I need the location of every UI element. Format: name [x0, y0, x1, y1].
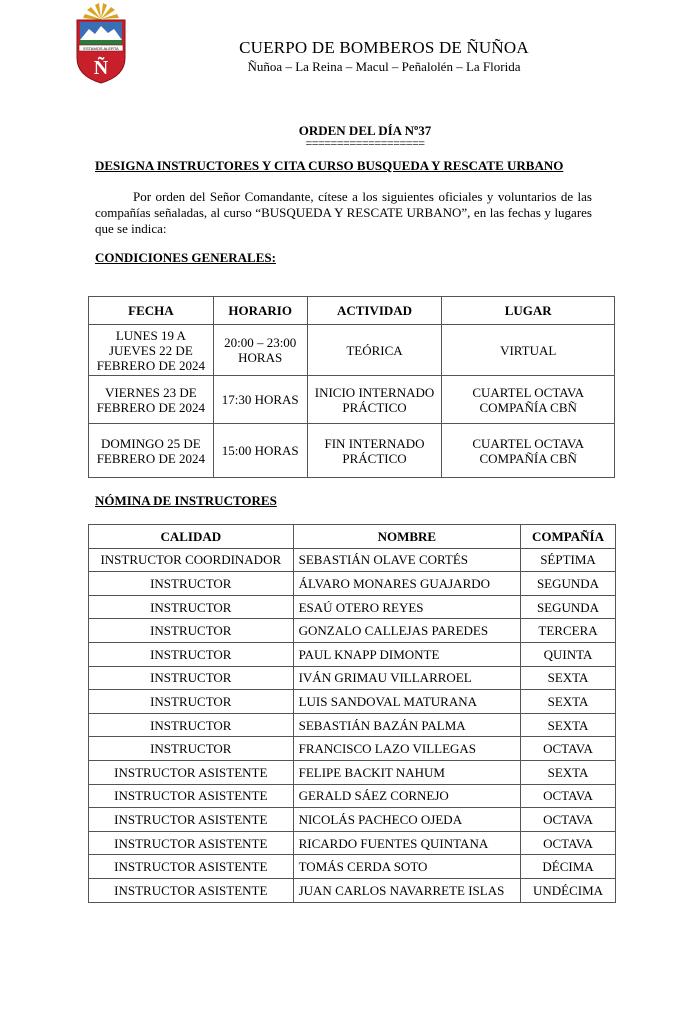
roster-row	[89, 548, 616, 572]
schedule-place: VIRTUAL	[442, 325, 615, 376]
roster-company: SEXTA	[521, 666, 616, 690]
roster-header-calidad: CALIDAD	[89, 525, 294, 549]
roster-name: NICOLÁS PACHECO OJEDA	[293, 808, 520, 832]
roster-role: INSTRUCTOR	[89, 595, 294, 619]
schedule-row	[89, 424, 615, 478]
schedule-place: CUARTEL OCTAVA COMPAÑÍA CBÑ	[442, 424, 615, 478]
roster-company: OCTAVA	[521, 831, 616, 855]
roster-company: SEGUNDA	[521, 572, 616, 596]
roster-name: FRANCISCO LAZO VILLEGAS	[293, 737, 520, 761]
roster-role: INSTRUCTOR	[89, 690, 294, 714]
order-title: ORDEN DEL DÍA Nº37	[298, 123, 432, 138]
roster-role: INSTRUCTOR ASISTENTE	[89, 784, 294, 808]
schedule-header-row	[89, 297, 615, 325]
logo-motto: ESTAMOS ALERTA	[83, 45, 119, 51]
roster-row	[89, 713, 616, 737]
roster-name: JUAN CARLOS NAVARRETE ISLAS	[293, 878, 520, 902]
roster-company: OCTAVA	[521, 784, 616, 808]
roster-row	[89, 808, 616, 832]
sun-rays-icon	[83, 3, 119, 20]
schedule-date: DOMINGO 25 DE FEBRERO DE 2024	[89, 424, 214, 478]
roster-name: SEBASTIÁN BAZÁN PALMA	[293, 713, 520, 737]
roster-row	[89, 642, 616, 666]
instructor-roster-table	[88, 524, 616, 903]
roster-row	[89, 878, 616, 902]
schedule-row	[89, 376, 615, 424]
roster-name: RICARDO FUENTES QUINTANA	[293, 831, 520, 855]
roster-role: INSTRUCTOR	[89, 619, 294, 643]
roster-name: TOMÁS CERDA SOTO	[293, 855, 520, 879]
roster-heading: NÓMINA DE INSTRUCTORES	[95, 493, 277, 508]
organization-communes: Ñuñoa – La Reina – Macul – Peñalolén – La Florida	[247, 59, 521, 74]
roster-name: PAUL KNAPP DIMONTE	[293, 642, 520, 666]
roster-role: INSTRUCTOR ASISTENTE	[89, 878, 294, 902]
roster-header-nombre: NOMBRE	[293, 525, 520, 549]
roster-company: SEXTA	[521, 713, 616, 737]
roster-role: INSTRUCTOR	[89, 572, 294, 596]
roster-company: QUINTA	[521, 642, 616, 666]
schedule-time: 17:30 HORAS	[213, 376, 307, 424]
roster-name: FELIPE BACKIT NAHUM	[293, 760, 520, 784]
roster-name: LUIS SANDOVAL MATURANA	[293, 690, 520, 714]
roster-role: INSTRUCTOR	[89, 666, 294, 690]
roster-row	[89, 760, 616, 784]
schedule-date: LUNES 19 A JUEVES 22 DE FEBRERO DE 2024	[89, 325, 214, 376]
roster-role: INSTRUCTOR ASISTENTE	[89, 855, 294, 879]
schedule-activity: TEÓRICA	[307, 325, 442, 376]
schedule-activity: FIN INTERNADO PRÁCTICO	[307, 424, 442, 478]
roster-company: TERCERA	[521, 619, 616, 643]
roster-row	[89, 619, 616, 643]
roster-body	[89, 548, 616, 902]
roster-row	[89, 572, 616, 596]
schedule-table	[88, 296, 615, 478]
schedule-header-actividad: ACTIVIDAD	[307, 297, 442, 325]
logo-letter: Ñ	[93, 57, 109, 79]
schedule-date: VIERNES 23 DE FEBRERO DE 2024	[89, 376, 214, 424]
roster-name: ÁLVARO MONARES GUAJARDO	[293, 572, 520, 596]
schedule-header-lugar: LUGAR	[442, 297, 615, 325]
roster-role: INSTRUCTOR ASISTENTE	[89, 760, 294, 784]
roster-name: ESAÚ OTERO REYES	[293, 595, 520, 619]
roster-row	[89, 666, 616, 690]
roster-company: SEGUNDA	[521, 595, 616, 619]
roster-row	[89, 784, 616, 808]
order-subject: DESIGNA INSTRUCTORES Y CITA CURSO BUSQUEDA Y RESCATE URBANO	[95, 158, 564, 173]
roster-company: UNDÉCIMA	[521, 878, 616, 902]
roster-name: SEBASTIÁN OLAVE CORTÉS	[293, 548, 520, 572]
roster-role: INSTRUCTOR	[89, 642, 294, 666]
roster-role: INSTRUCTOR	[89, 737, 294, 761]
organization-name: CUERPO DE BOMBEROS DE ÑUÑOA	[239, 38, 529, 57]
schedule-header-fecha: FECHA	[89, 297, 214, 325]
schedule-row	[89, 325, 615, 376]
schedule-header-horario: HORARIO	[213, 297, 307, 325]
roster-company: DÉCIMA	[521, 855, 616, 879]
roster-row	[89, 737, 616, 761]
order-paragraph: Por orden del Señor Comandante, cítese a los siguientes oficiales y voluntarios de las compañías señaladas, al curso “BUSQUEDA Y RESCATE URBANO”, en las fechas y lugares que se indica:	[95, 189, 592, 236]
roster-company: OCTAVA	[521, 808, 616, 832]
roster-company: SÉPTIMA	[521, 548, 616, 572]
schedule-time: 15:00 HORAS	[213, 424, 307, 478]
roster-header-compania: COMPAÑÍA	[521, 525, 616, 549]
roster-row	[89, 855, 616, 879]
roster-name: GERALD SÁEZ CORNEJO	[293, 784, 520, 808]
roster-name: GONZALO CALLEJAS PAREDES	[293, 619, 520, 643]
roster-name: IVÁN GRIMAU VILLARROEL	[293, 666, 520, 690]
conditions-heading: CONDICIONES GENERALES:	[95, 250, 276, 265]
roster-company: SEXTA	[521, 760, 616, 784]
roster-role: INSTRUCTOR ASISTENTE	[89, 808, 294, 832]
roster-row	[89, 690, 616, 714]
schedule-activity: INICIO INTERNADO PRÁCTICO	[307, 376, 442, 424]
roster-row	[89, 595, 616, 619]
roster-company: OCTAVA	[521, 737, 616, 761]
roster-role: INSTRUCTOR ASISTENTE	[89, 831, 294, 855]
roster-role: INSTRUCTOR COORDINADOR	[89, 548, 294, 572]
roster-row	[89, 831, 616, 855]
schedule-place: CUARTEL OCTAVA COMPAÑÍA CBÑ	[442, 376, 615, 424]
roster-header-row	[89, 525, 616, 549]
order-separator: ===================	[305, 136, 425, 150]
schedule-time: 20:00 – 23:00 HORAS	[213, 325, 307, 376]
roster-company: SEXTA	[521, 690, 616, 714]
roster-role: INSTRUCTOR	[89, 713, 294, 737]
